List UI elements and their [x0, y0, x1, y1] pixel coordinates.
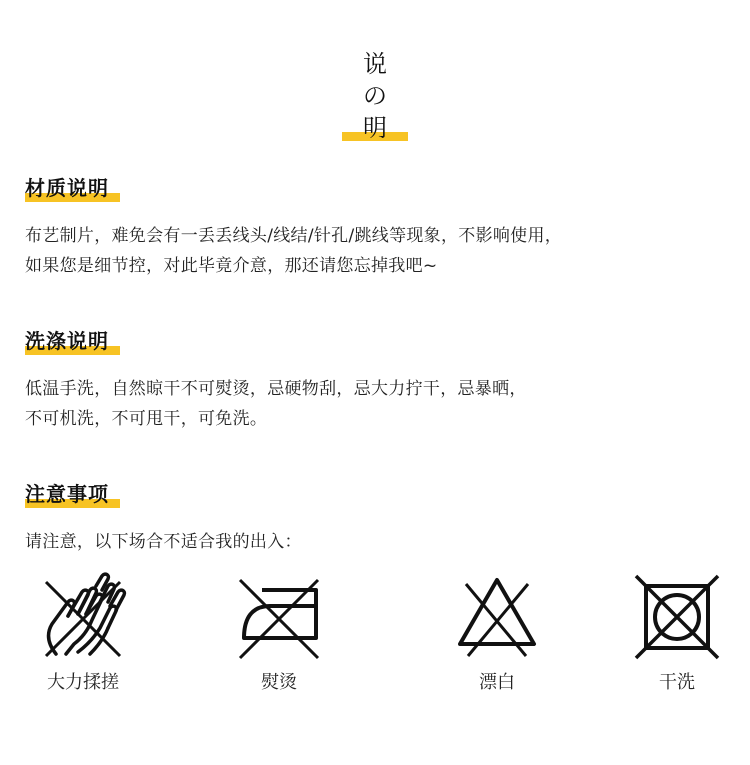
material-heading	[25, 172, 109, 201]
material-heading-text: 材质说明	[25, 176, 109, 200]
washing-line-1: 低温手洗，自然晾干不可熨烫，忌硬物刮，忌大力拧干，忌暴晒，	[25, 379, 527, 399]
title-char-1: 说	[363, 50, 387, 78]
care-item-dry-clean	[612, 572, 742, 694]
care-item-hand-wash	[18, 572, 148, 694]
no-bleach-icon	[452, 572, 542, 662]
no-iron-icon	[234, 572, 324, 662]
material-description	[25, 221, 562, 281]
notes-heading	[25, 478, 109, 507]
no-dry-clean-icon	[632, 572, 722, 662]
notes-description	[25, 527, 302, 557]
care-label-hand-wash: 大力揉搓	[47, 672, 119, 693]
page-title	[340, 48, 410, 144]
care-label-bleach: 漂白	[479, 672, 515, 693]
notes-heading-text: 注意事项	[25, 482, 109, 506]
material-line-2: 如果您是细节控，对此毕竟介意，那还请您忘掉我吧~	[25, 256, 438, 276]
washing-heading-text: 洗涤说明	[25, 329, 109, 353]
title-char-3: 明	[363, 114, 387, 142]
material-line-1: 布艺制片，难免会有一丢丢线头/线结/针孔/跳线等现象，不影响使用，	[25, 226, 563, 246]
washing-description	[25, 374, 527, 434]
care-item-bleach	[432, 572, 562, 694]
care-label-iron: 熨烫	[261, 672, 297, 693]
care-item-iron	[214, 572, 344, 694]
washing-line-2: 不可机洗，不可甩干，可免洗。	[25, 409, 268, 429]
no-hand-wash-icon	[38, 572, 128, 662]
care-label-dry-clean: 干洗	[659, 672, 695, 693]
notes-line-1: 请注意，以下场合不适合我的出入：	[25, 532, 302, 552]
washing-heading	[25, 325, 109, 354]
title-char-2: の	[363, 82, 387, 110]
